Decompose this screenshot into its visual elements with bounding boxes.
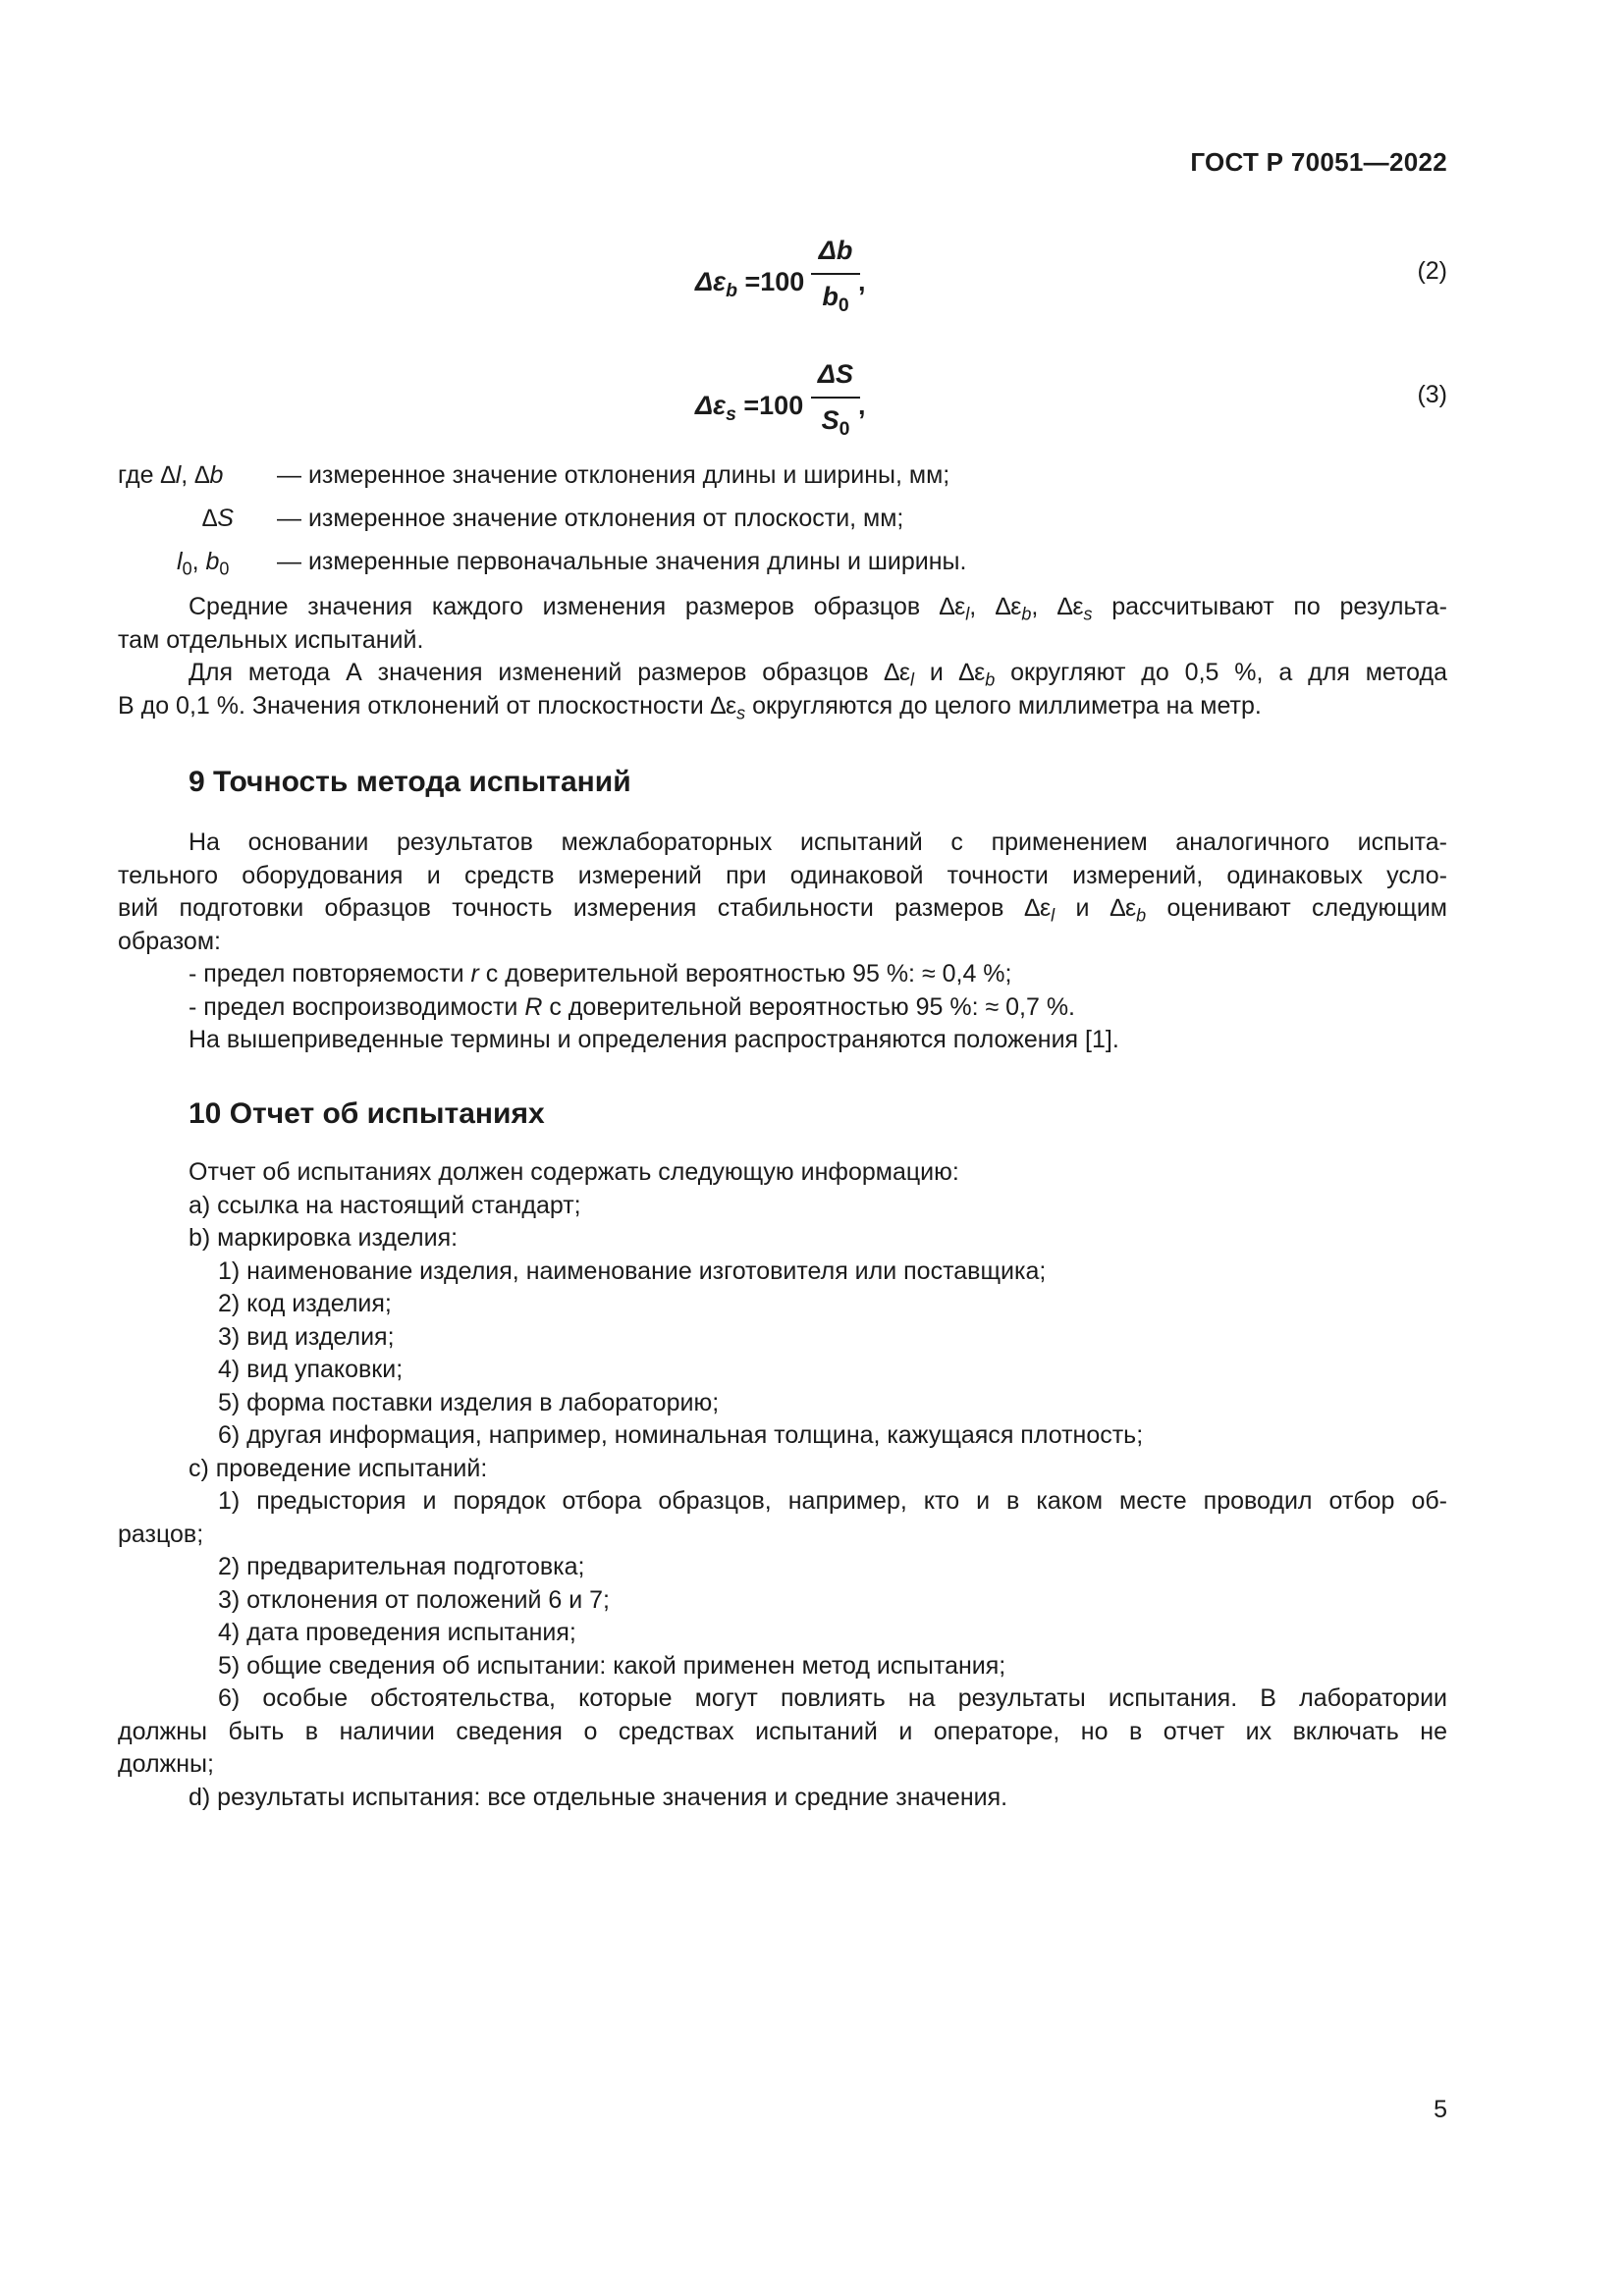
formula-3: $\Delta\varepsilon_s =100$ ΔS $S_0$ , (3) — [0, 355, 1624, 463]
formula-lhs: $\Delta\varepsilon_s =100$ — [695, 391, 804, 425]
list-item: 3) отклонения от положений 6 и 7; — [218, 1585, 610, 1614]
paragraph: там отдельных испытаний. — [118, 625, 424, 654]
list-item: 5) форма поставки изделия в лабораторию; — [218, 1388, 720, 1416]
list-item: 1) предыстория и порядок отбора образцов, например, кто и в каком месте проводил отбор об- — [218, 1487, 1447, 1515]
document-header: ГОСТ Р 70051—2022 — [1190, 147, 1447, 177]
list-item: a) ссылка на настоящий стандарт; — [189, 1191, 581, 1219]
list-item: d) результаты испытания: все отдельные значения и средние значения. — [189, 1783, 1008, 1811]
list-item-continuation: должны быть в наличии сведения о средствах испытаний и операторе, но в отчет их включать не — [118, 1717, 1447, 1745]
paragraph-line: тельного оборудования и средств измерений при одинаковой точности измерений, одинаковых усло- — [118, 861, 1447, 889]
page-number: 5 — [1434, 2096, 1447, 2123]
list-item: 5) общие сведения об испытании: какой применен метод испытания; — [218, 1651, 1006, 1680]
definition-row: ∆S — измеренное значение отклонения от плоскости, мм; — [202, 505, 904, 532]
formula-fraction: Δb $b_0$ — [811, 232, 860, 316]
list-item: 4) дата проведения испытания; — [218, 1619, 576, 1646]
paragraph: Для метода А значения изменений размеров образцов $\Delta\varepsilon_l$ и $\Delta\varepsilon_b$ округляют до 0,5 %, а для метода — [189, 659, 1448, 690]
section-10-heading: 10 Отчет об испытаниях — [189, 1097, 545, 1130]
list-item: 2) код изделия; — [218, 1290, 392, 1317]
list-item-continuation: разцов; — [118, 1520, 204, 1548]
paragraph-line: На основании результатов межлабораторных испытаний с применением аналогичного испыта- — [189, 828, 1447, 856]
paragraph: В до 0,1 %. Значения отклонений от плоскостности $\Delta\varepsilon_s$ округляются до целого миллиметра на метр. — [118, 691, 1262, 722]
paragraph-line: образом: — [118, 927, 221, 955]
formula-lhs: $\Delta\varepsilon_b =100$ — [695, 267, 805, 301]
formula-fraction: ΔS $S_0$ — [811, 355, 860, 440]
list-item: c) проведение испытаний: — [189, 1454, 488, 1482]
list-item-continuation: должны; — [118, 1750, 214, 1778]
section-9-heading: 9 Точность метода испытаний — [189, 766, 631, 798]
paragraph-line: На вышеприведенные термины и определения распространяются положения [1]. — [189, 1026, 1119, 1053]
formula-2: $\Delta\varepsilon_b =100$ Δb $b_0$ , (2) — [0, 232, 1624, 340]
equation-number: (3) — [1417, 381, 1447, 408]
variable-definitions — [118, 461, 1447, 591]
list-item: - предел воспроизводимости R с доверительной вероятностью 95 %: ≈ 0,7 %. — [189, 992, 1076, 1021]
list-item: 6) особые обстоятельства, которые могут повлиять на результаты испытания. В лаборатории — [218, 1684, 1447, 1712]
list-item: b) маркировка изделия: — [189, 1224, 459, 1252]
equation-number: (2) — [1417, 257, 1447, 285]
list-item: 4) вид упаковки; — [218, 1356, 404, 1383]
section-10-body — [118, 1156, 1447, 1814]
list-item: - предел повторяемости r с доверительной вероятностью 95 %: ≈ 0,4 %; — [189, 960, 1012, 988]
list-item: 6) другая информация, например, номинальная толщина, кажущаяся плотность; — [218, 1421, 1144, 1449]
definition-row: где ∆l, ∆b — измеренное значение отклонения длины и ширины, мм; — [118, 461, 950, 489]
list-item: 3) вид изделия; — [218, 1322, 395, 1351]
section-9-body — [118, 827, 1447, 1057]
paragraph: Средние значения каждого изменения размеров образцов $\Delta\varepsilon_l$, $\Delta\varepsilon_b$, $\Delta\varepsilon_s$ рассчитывают по результа- — [189, 593, 1447, 624]
list-item: 1) наименование изделия, наименование изготовителя или поставщика; — [218, 1256, 1047, 1285]
results-paragraphs — [118, 591, 1447, 722]
definition-row: $l_0$, $b_0$ — измеренные первоначальные значения длины и ширины. — [177, 548, 967, 579]
list-item: 2) предварительная подготовка; — [218, 1553, 585, 1580]
paragraph-line: Отчет об испытаниях должен содержать следующую информацию: — [189, 1158, 959, 1186]
paragraph-line: вий подготовки образцов точность измерения стабильности размеров $\Delta\varepsilon_l$ и $\Delta\varepsilon_b$ оценивают следующим — [118, 894, 1447, 926]
